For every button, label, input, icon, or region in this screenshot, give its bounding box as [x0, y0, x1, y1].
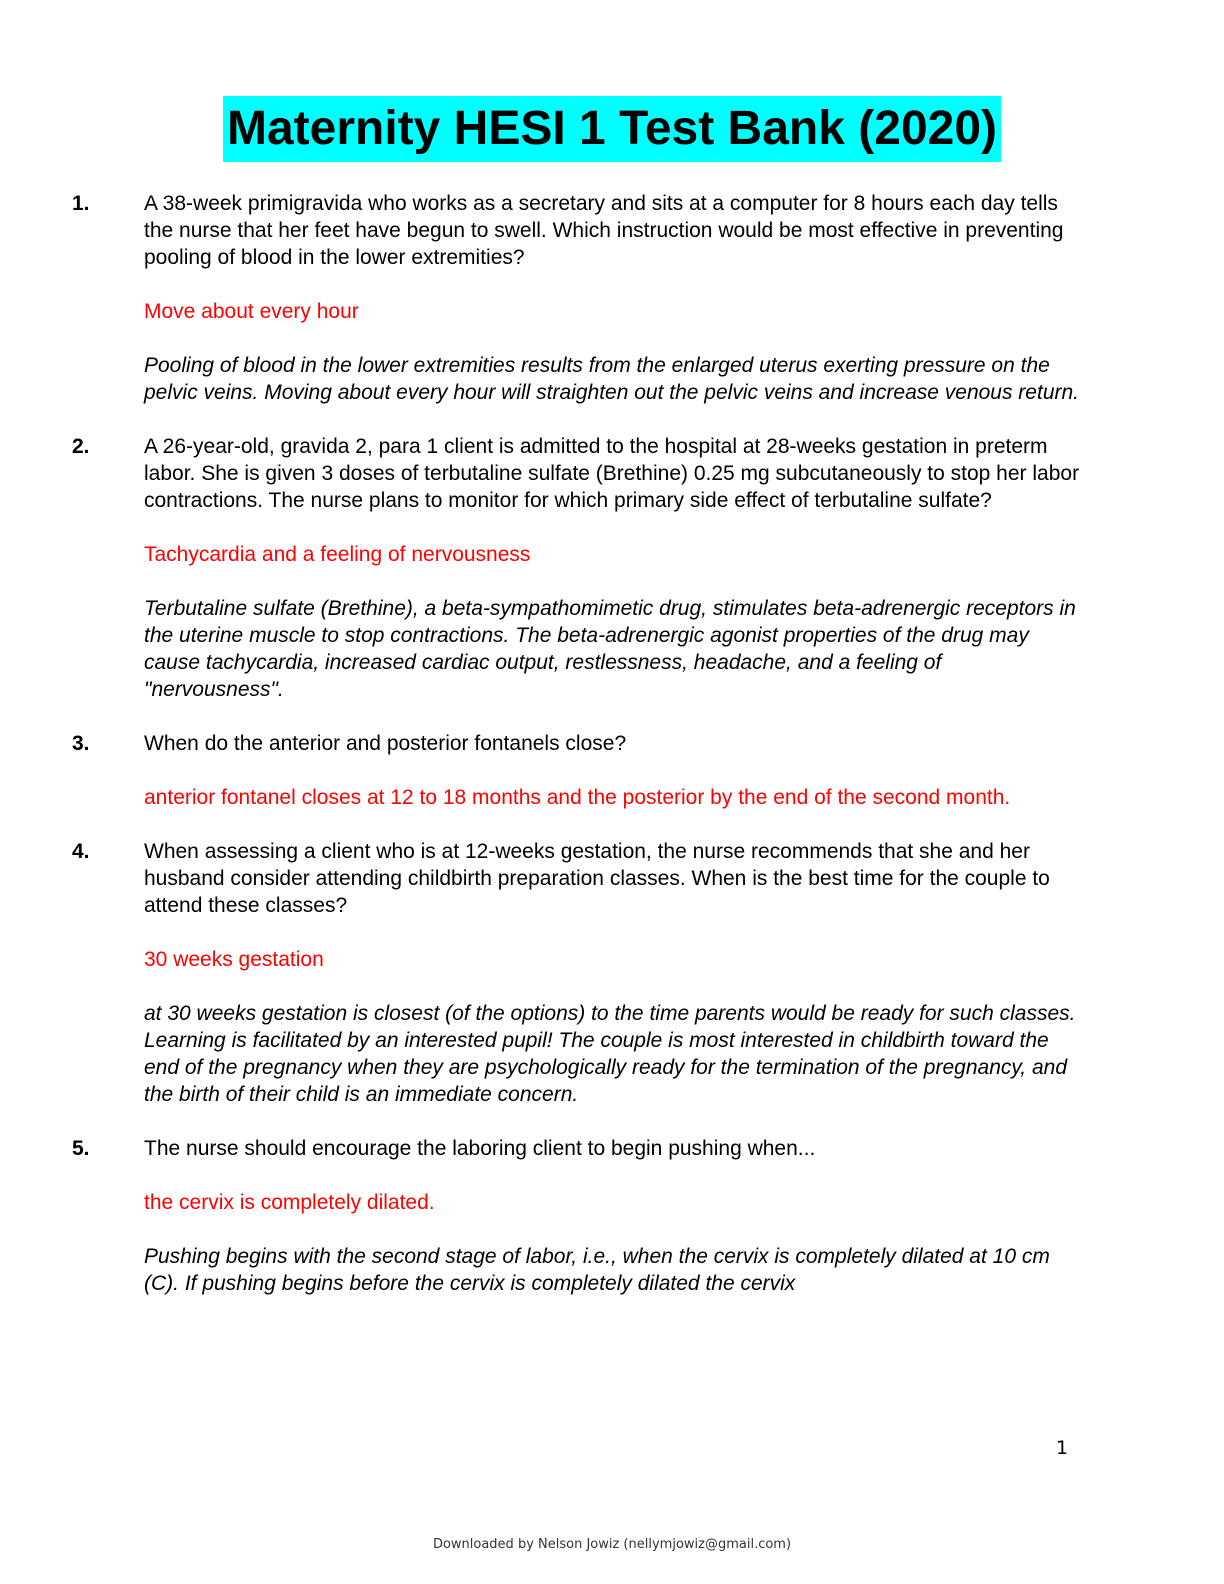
question-text: A 38-week primigravida who works as a secretary and sits at a computer for 8 hours each day tells the nurse that her feet have begun to swell. Which instruction would be most effective in preventing pooling of blood in the lower extremities?	[144, 192, 1064, 269]
question-text: A 26-year-old, gravida 2, para 1 client is admitted to the hospital at 28-weeks gestation in preterm labor. She is given 3 doses of terbutaline sulfate (Brethine) 0.25 mg subcutaneously to stop her labor contractions. The nurse plans to monitor for which primary side effect of terbutaline sulfate?	[144, 435, 1080, 512]
answer-text: the cervix is completely dilated.	[144, 1191, 435, 1214]
question-item-5	[72, 1135, 1082, 1297]
answer-text: anterior fontanel closes at 12 to 18 months and the posterior by the end of the second month.	[144, 786, 1011, 809]
answer-text: 30 weeks gestation	[144, 948, 324, 971]
answer-text: Tachycardia and a feeling of nervousness	[144, 543, 531, 566]
question-number: 1.	[72, 192, 90, 215]
title-container	[0, 96, 1224, 162]
rationale-text: at 30 weeks gestation is closest (of the options) to the time parents would be ready for such classes. Learning is facilitated by an interested pupil! The couple is most interested in childbirth toward the end of the pregnancy when they are psychologically ready for the termination of the pregnancy, and the birth of their child is an immediate concern.	[144, 1002, 1076, 1106]
question-text: The nurse should encourage the laboring client to begin pushing when...	[144, 1137, 816, 1160]
question-number: 5.	[72, 1137, 90, 1160]
download-footer: Downloaded by Nelson Jowiz (nellymjowiz@gmail.com)	[432, 1537, 792, 1552]
question-item-1	[72, 190, 1082, 406]
question-item-4	[72, 838, 1082, 1108]
question-number: 4.	[72, 840, 90, 863]
question-number: 2.	[72, 435, 90, 458]
question-item-3	[72, 730, 1082, 811]
answer-text: Move about every hour	[144, 300, 359, 323]
rationale-text: Pushing begins with the second stage of labor, i.e., when the cervix is completely dilated at 10 cm (C). If pushing begins before the cervix is completely dilated the cervix	[144, 1245, 1050, 1295]
question-list	[72, 190, 1082, 1324]
rationale-text: Pooling of blood in the lower extremities results from the enlarged uterus exerting pressure on the pelvic veins. Moving about every hour will straighten out the pelvic veins and increase venous return.	[144, 354, 1080, 404]
question-number: 3.	[72, 732, 90, 755]
question-text: When assessing a client who is at 12-weeks gestation, the nurse recommends that she and her husband consider attending childbirth preparation classes. When is the best time for the couple to attend these classes?	[144, 840, 1050, 917]
page-number: 1	[1056, 1437, 1069, 1459]
question-text: When do the anterior and posterior fontanels close?	[144, 732, 627, 755]
document-title: Maternity HESI 1 Test Bank (2020)	[223, 96, 1001, 162]
rationale-text: Terbutaline sulfate (Brethine), a beta-sympathomimetic drug, stimulates beta-adrenergic receptors in the uterine muscle to stop contractions. The beta-adrenergic agonist properties of the drug may cause tachycardia, increased cardiac output, restlessness, headache, and a feeling of "nervousness".	[144, 597, 1076, 701]
question-item-2	[72, 433, 1082, 703]
